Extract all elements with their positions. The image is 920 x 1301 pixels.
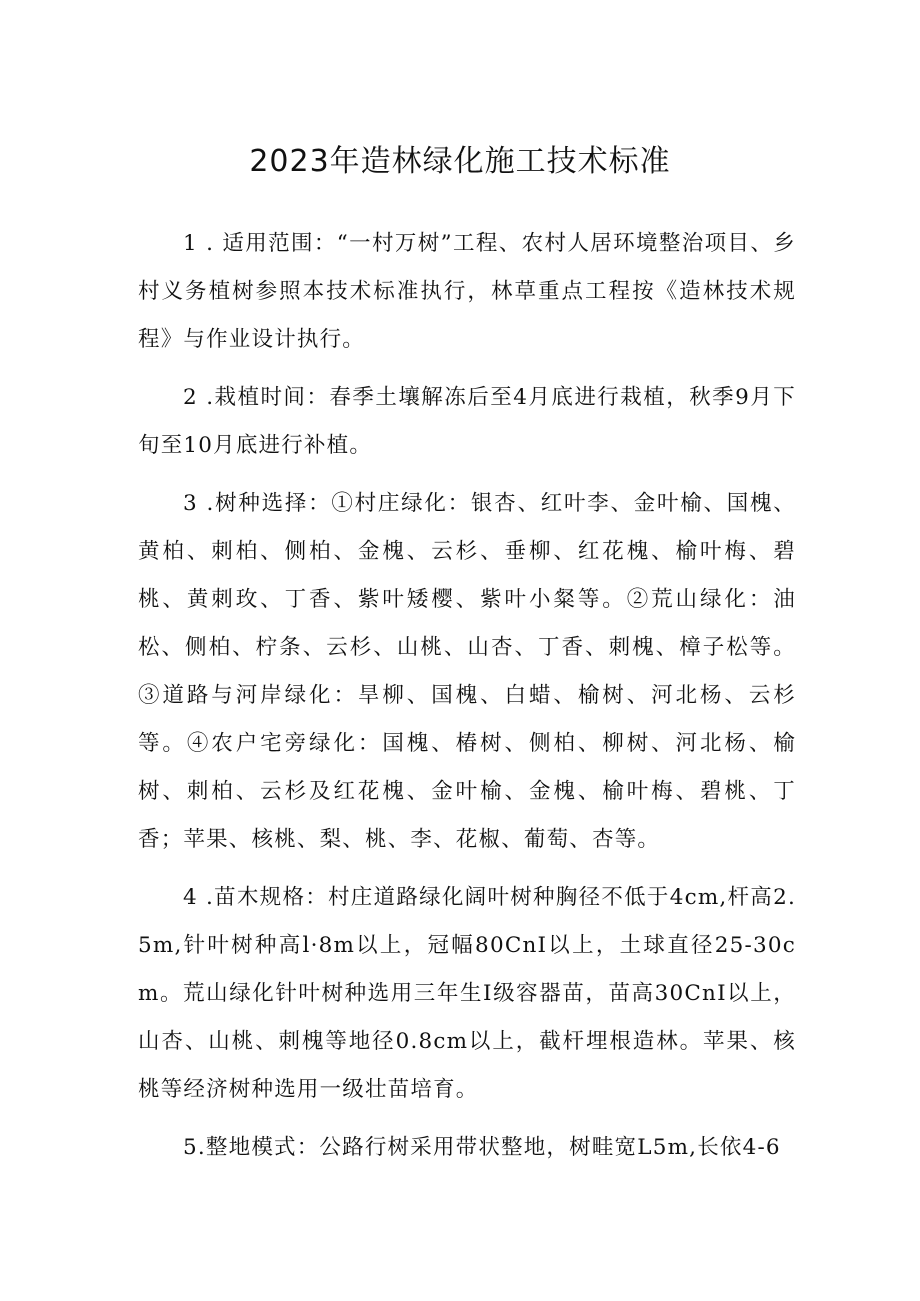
paragraph-seedling-spec: 4 .苗木规格：村庄道路绿化阔叶树种胸径不低于4cm,杆高2.5m,针叶树种高l·8m以上，冠幅80CnI以上，土球直径25-30cm。荒山绿化针叶树种选用三年生I级容器苗，苗高30CnI以上，山杏、山桃、刺槐等地径0.8cm以上，截杆埋根造林。苹果、核桃等经济树种选用一级壮苗培育。 [138, 885, 796, 1102]
paragraph-planting-time: 2 .栽植时间：春季土壤解冻后至4月底进行栽植，秋季9月下旬至10月底进行补植。 [138, 385, 796, 458]
paragraph-scope: 1 . 适用范围：“一村万树”工程、农村人居环境整治项目、乡村义务植树参照本技术标准执行，林草重点工程按《造林技术规程》与作业设计执行。 [138, 231, 796, 352]
document-title: 2023年造林绿化施工技术标准 [249, 144, 671, 179]
paragraph-site-preparation: 5.整地模式：公路行树采用带状整地，树畦宽L5m,长依4-6 [183, 1135, 781, 1160]
paragraph-species-selection: 3 .树种选择：①村庄绿化：银杏、红叶李、金叶榆、国槐、黄柏、刺柏、侧柏、金槐、云杉、垂柳、红花槐、榆叶梅、碧桃、黄刺玫、丁香、紫叶矮樱、紫叶小粲等。②荒山绿化：油松、侧柏、柠条、云杉、山桃、山杏、丁香、刺槐、樟子松等。③道路与河岸绿化：旱柳、国槐、白蜡、榆树、河北杨、云杉等。④农户宅旁绿化：国槐、椿树、侧柏、柳树、河北杨、榆树、刺柏、云杉及红花槐、金叶榆、金槐、榆叶梅、碧桃、丁香；苹果、核桃、梨、桃、李、花椒、葡萄、杏等。 [138, 491, 796, 852]
document-body [138, 220, 796, 1182]
